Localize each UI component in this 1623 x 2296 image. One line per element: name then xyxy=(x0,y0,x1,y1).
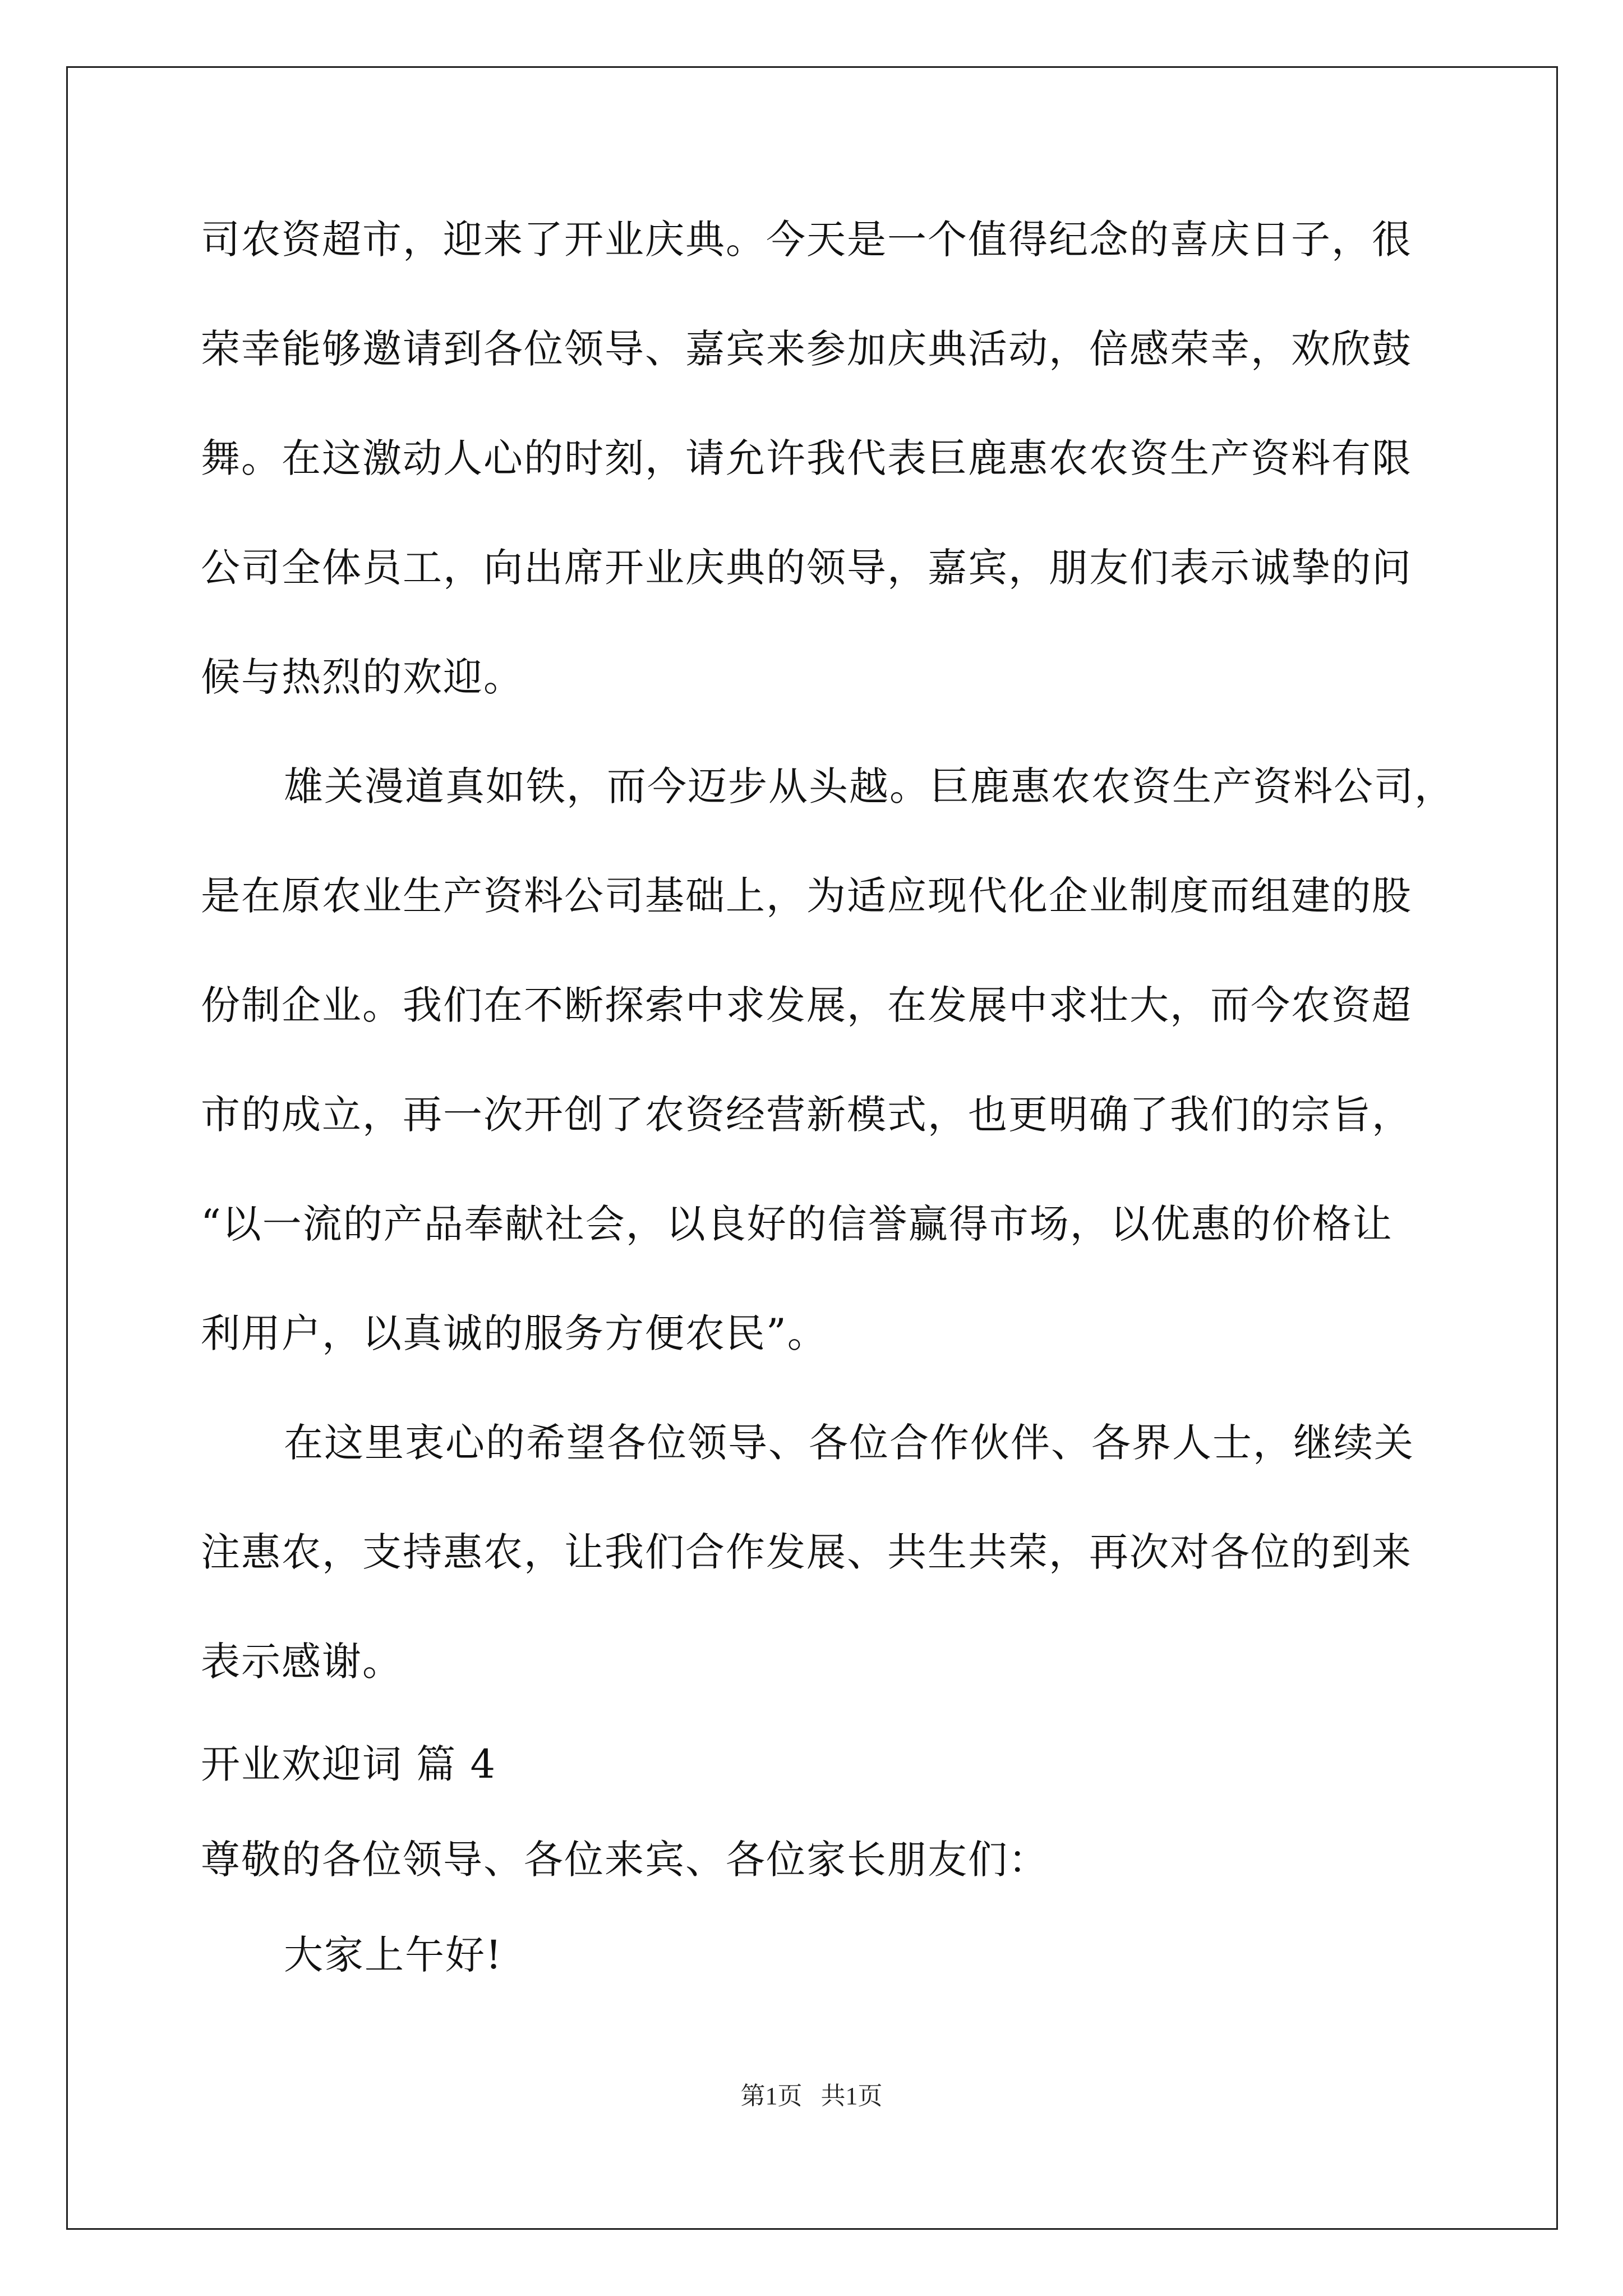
section-heading: 开业欢迎词 篇 4 xyxy=(201,1741,497,1787)
paragraph-1 xyxy=(201,185,1435,732)
text-line: 利用户，以真诚的服务方便农民”。 xyxy=(201,1310,828,1356)
text-line: 公司全体员工，向出席开业庆典的领导，嘉宾，朋友们表示诚挚的问 xyxy=(201,545,1412,591)
text-line: 候与热烈的欢迎。 xyxy=(201,654,524,700)
greeting: 大家上午好! xyxy=(284,1932,503,1978)
document-body xyxy=(201,185,1455,2003)
text-line: 市的成立，再一次开创了农资经营新模式，也更明确了我们的宗旨， xyxy=(201,1092,1412,1138)
text-line: 注惠农，支持惠农，让我们合作发展、共生共荣，再次对各位的到来 xyxy=(201,1529,1412,1575)
text-line: “以一流的产品奉献社会，以良好的信誉赢得市场，以优惠的价格让 xyxy=(201,1201,1393,1247)
text-line: 荣幸能够邀请到各位领导、嘉宾来参加庆典活动，倍感荣幸，欢欣鼓 xyxy=(201,326,1412,372)
text-line: 份制企业。我们在不断探索中求发展，在发展中求壮大，而今农资超 xyxy=(201,982,1412,1028)
text-line: 是在原农业生产资料公司基础上，为适应现代化企业制度而组建的股 xyxy=(201,873,1412,919)
page-footer: 第1页 共1页 xyxy=(740,2082,883,2110)
text-line: 雄关漫道真如铁，而今迈步从头越。巨鹿惠农农资生产资料公司， xyxy=(284,763,1455,809)
paragraph-2 xyxy=(201,732,1455,1388)
text-line: 表示感谢。 xyxy=(201,1639,403,1685)
text-line: 在这里衷心的希望各位领导、各位合作伙伴、各界人士，继续关 xyxy=(284,1420,1414,1466)
salutation: 尊敬的各位领导、各位来宾、各位家长朋友们： xyxy=(201,1837,1049,1883)
text-line: 舞。在这激动人心的时刻，请允许我代表巨鹿惠农农资生产资料有限 xyxy=(201,435,1412,481)
text-line: 司农资超市，迎来了开业庆典。今天是一个值得纪念的喜庆日子，很 xyxy=(201,217,1412,263)
paragraph-3 xyxy=(201,1388,1435,1717)
